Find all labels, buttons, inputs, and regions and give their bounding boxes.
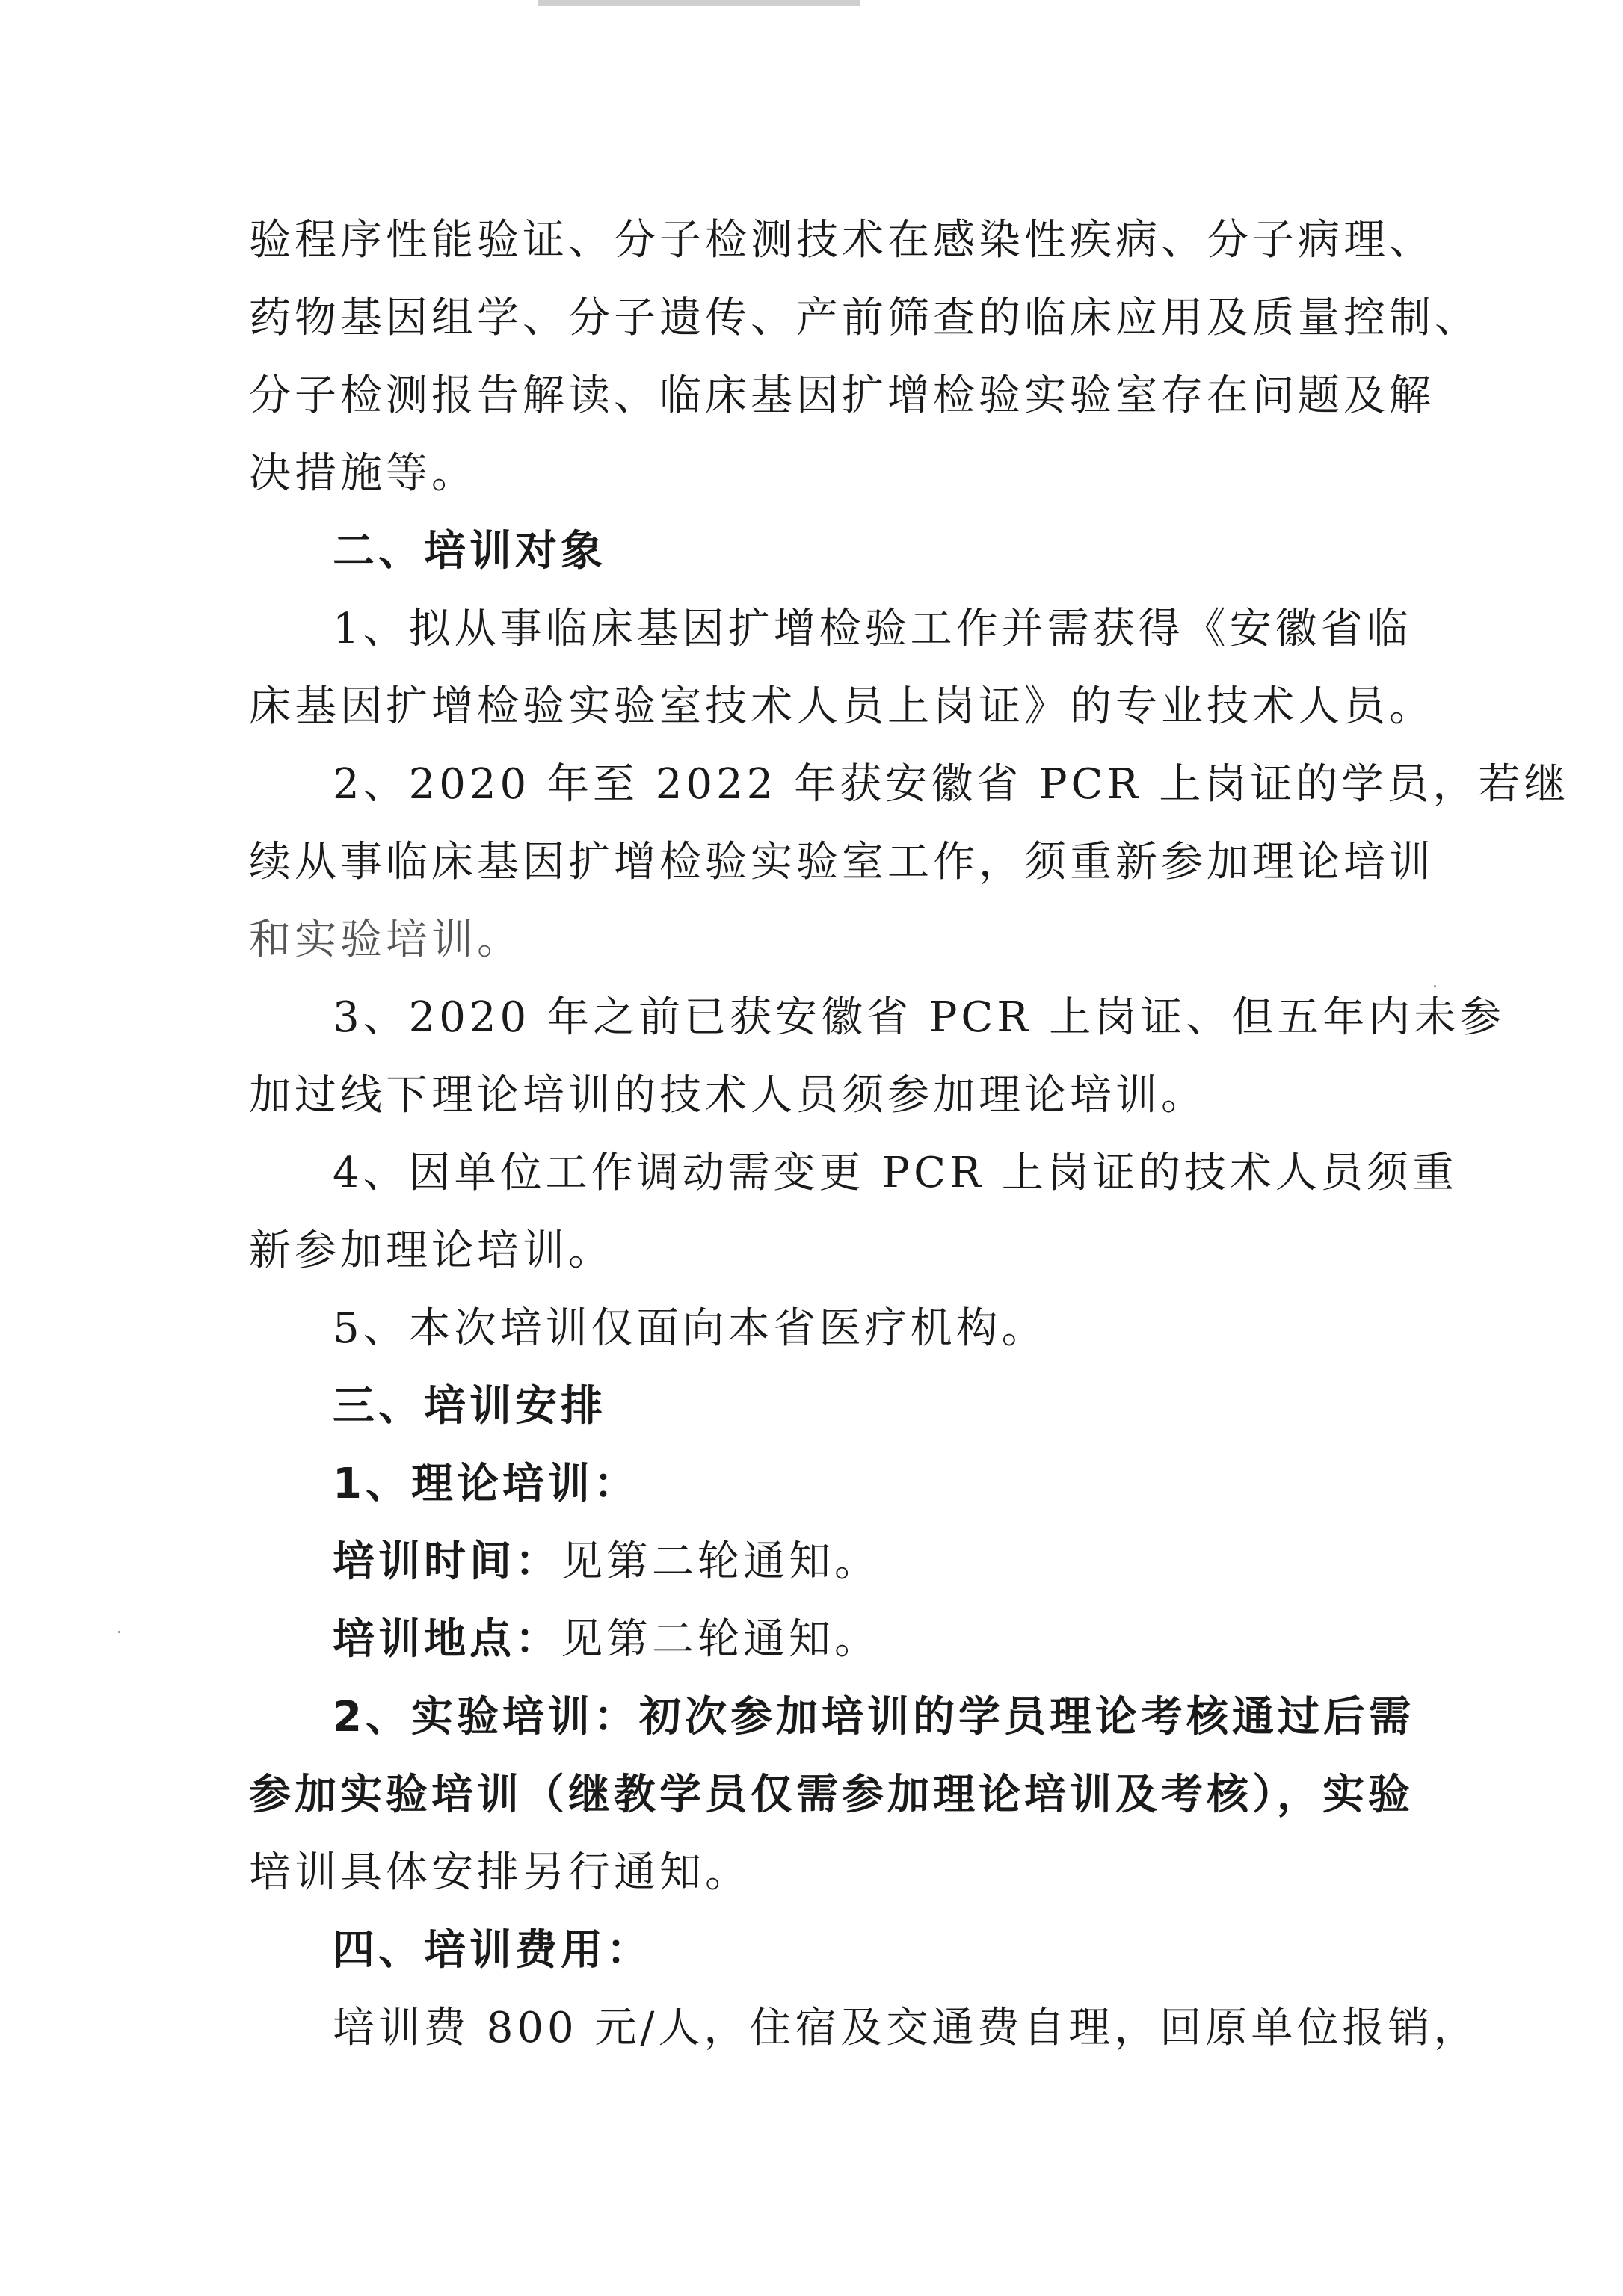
section-heading-training-targets: 二、培训对象	[333, 527, 606, 575]
intro-line-3: 分子检测报告解读、临床基因扩增检验实验室存在问题及解	[249, 371, 1435, 420]
target-item-3-line-2: 加过线下理论培训的技术人员须参加理论培训。	[249, 1071, 1207, 1120]
theory-training-label	[249, 1445, 1400, 1523]
document-body	[249, 202, 1570, 2067]
training-place-value: 见第二轮通知。	[561, 1615, 880, 1664]
target-item-3-line-1: 3、2020 年之前已获安徽省 PCR 上岗证、但五年内未参	[333, 993, 1506, 1042]
training-time-value: 见第二轮通知。	[561, 1537, 880, 1586]
target-item-1-line-1: 1、拟从事临床基因扩增检验工作并需获得《安徽省临	[333, 605, 1412, 653]
training-place-row	[249, 1601, 1400, 1679]
intro-line-2: 药物基因组学、分子遗传、产前筛查的临床应用及质量控制、	[249, 294, 1480, 342]
scan-edge-mark	[538, 0, 860, 6]
target-item-4-line-2: 新参加理论培训。	[249, 1226, 614, 1275]
experiment-training-label: 2、实验培训：	[333, 1693, 639, 1741]
experiment-training-line-3: 培训具体安排另行通知。	[249, 1848, 751, 1897]
target-item-1-line-2: 床基因扩增检验实验室技术人员上岗证》的专业技术人员。	[249, 682, 1435, 731]
theory-training-label-text: 1、理论培训：	[333, 1460, 639, 1508]
target-item-2-line-3: 和实验培训。	[249, 916, 523, 964]
target-item-2-line-2: 续从事临床基因扩增检验实验室工作，须重新参加理论培训	[249, 838, 1435, 886]
scan-speck	[118, 1631, 120, 1633]
experiment-training-text-1: 初次参加培训的学员理论考核通过后需	[638, 1693, 1414, 1741]
target-item-2-line-1: 2、2020 年至 2022 年获安徽省 PCR 上岗证的学员，若继	[333, 760, 1570, 809]
experiment-training-line-1	[249, 1679, 1414, 1756]
target-item-5-line-1: 5、本次培训仅面向本省医疗机构。	[333, 1304, 1047, 1353]
target-item-4-line-1: 4、因单位工作调动需变更 PCR 上岗证的技术人员须重	[333, 1149, 1458, 1197]
section-heading-training-fees: 四、培训费用：	[333, 1926, 652, 1975]
experiment-training-line-2: 参加实验培训（继教学员仅需参加理论培训及考核），实验	[249, 1771, 1414, 1819]
training-place-label: 培训地点：	[333, 1615, 561, 1664]
training-time-label: 培训时间：	[333, 1537, 561, 1586]
section-heading-training-arrangement: 三、培训安排	[333, 1382, 606, 1431]
fee-line-1: 培训费 800 元/人，住宿及交通费自理，回原单位报销，	[333, 2004, 1479, 2052]
intro-line-4: 决措施等。	[249, 449, 477, 498]
intro-line-1: 验程序性能验证、分子检测技术在感染性疾病、分子病理、	[249, 216, 1435, 265]
training-time-row	[249, 1523, 1400, 1601]
